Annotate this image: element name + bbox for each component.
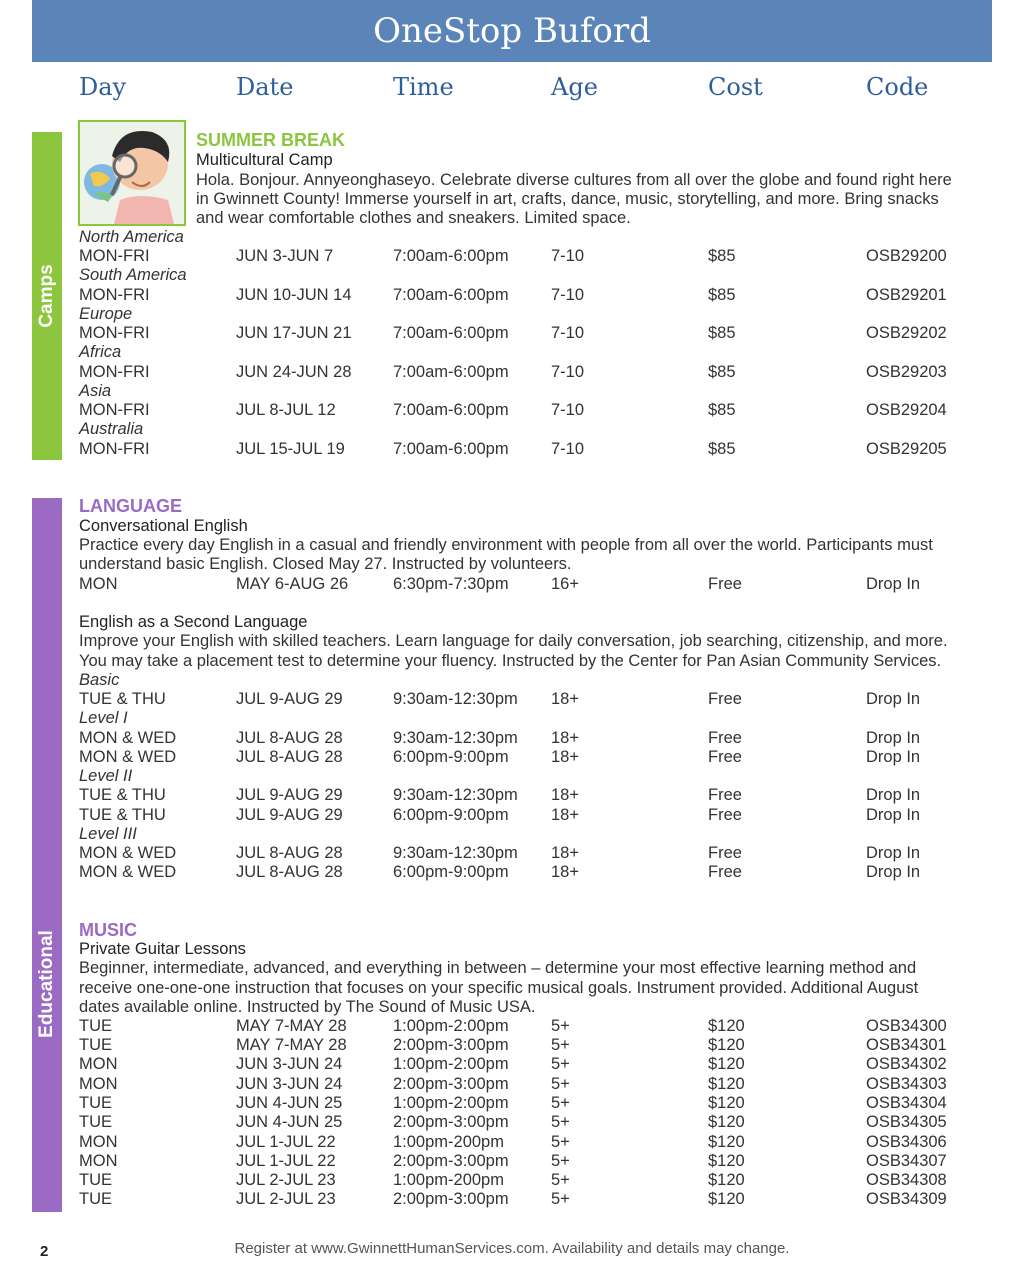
session-name: North America (79, 228, 184, 246)
conv-english-description (0, 555, 1024, 574)
session-subheading (0, 343, 1024, 362)
cell-code: Drop In (866, 729, 921, 747)
session-subheading (0, 305, 1024, 324)
cell-cost: Free (708, 690, 742, 708)
cell-cost: $120 (708, 1152, 745, 1170)
cell-date: JUL 2-JUL 23 (236, 1190, 336, 1208)
cell-time: 1:00pm-200pm (393, 1133, 504, 1151)
cell-time: 9:30am-12:30pm (393, 786, 518, 804)
table-row (0, 1133, 1024, 1152)
cell-date: JUL 8-AUG 28 (236, 748, 343, 766)
cell-date: JUL 8-JUL 12 (236, 401, 336, 419)
level-name: Level II (79, 767, 133, 785)
cell-day: TUE (79, 1036, 112, 1054)
table-row (0, 1190, 1024, 1209)
cell-date: JUL 9-AUG 29 (236, 806, 343, 824)
cell-age: 5+ (551, 1113, 570, 1131)
cell-code: Drop In (866, 844, 921, 862)
cell-day: MON-FRI (79, 363, 150, 381)
music-description (0, 959, 1024, 978)
header-time: Time (393, 73, 454, 101)
cell-date: MAY 7-MAY 28 (236, 1017, 347, 1035)
table-row (0, 1171, 1024, 1190)
cell-code: OSB34309 (866, 1190, 947, 1208)
cell-day: MON (79, 1055, 118, 1073)
cell-date: JUN 10-JUN 14 (236, 286, 352, 304)
table-row (0, 401, 1024, 420)
table-row (0, 1055, 1024, 1074)
cell-date: JUL 9-AUG 29 (236, 690, 343, 708)
cell-cost: $85 (708, 363, 736, 381)
cell-age: 5+ (551, 1094, 570, 1112)
educational-sidebar-label: Educational (36, 929, 57, 1038)
camps-sidebar-label: Camps (36, 264, 57, 328)
table-row (0, 748, 1024, 767)
cell-date: JUN 3-JUN 7 (236, 247, 334, 265)
music-heading: MUSIC (79, 920, 137, 940)
level-name: Basic (79, 671, 120, 689)
cell-age: 18+ (551, 863, 579, 881)
esl-description (0, 652, 1024, 671)
table-row (0, 690, 1024, 709)
cell-code: Drop In (866, 863, 921, 881)
cell-age: 5+ (551, 1075, 570, 1093)
cell-age: 18+ (551, 844, 579, 862)
cell-cost: $85 (708, 286, 736, 304)
cell-time: 2:00pm-3:00pm (393, 1036, 509, 1054)
cell-day: MON & WED (79, 863, 177, 881)
table-row (0, 806, 1024, 825)
cell-code: OSB29205 (866, 440, 947, 458)
table-row (0, 1036, 1024, 1055)
camps-description (0, 209, 1024, 228)
camps-desc-line: Hola. Bonjour. Annyeonghaseyo. Celebrate diverse cultures from all over the globe and found right here (196, 171, 952, 189)
level-name: Level III (79, 825, 137, 843)
cell-cost: $120 (708, 1036, 745, 1054)
cell-age: 5+ (551, 1171, 570, 1189)
table-row (0, 1094, 1024, 1113)
cell-cost: $85 (708, 440, 736, 458)
level-subheading (0, 825, 1024, 844)
cell-time: 7:00am-6:00pm (393, 247, 509, 265)
cell-age: 18+ (551, 690, 579, 708)
cell-cost: $85 (708, 247, 736, 265)
camps-description (0, 171, 1024, 190)
cell-time: 1:00pm-2:00pm (393, 1017, 509, 1035)
level-subheading (0, 767, 1024, 786)
music-desc-line: receive one-one-one instruction that focuses on your specific musical goals. Instrument provided. Additional August (79, 979, 919, 997)
cell-day: MON-FRI (79, 401, 150, 419)
cell-day: MON (79, 1133, 118, 1151)
table-row (0, 1017, 1024, 1036)
table-row (0, 1075, 1024, 1094)
cell-cost: $120 (708, 1190, 745, 1208)
camps-title-line (0, 151, 1024, 170)
table-row (0, 575, 1024, 594)
session-name: Europe (79, 305, 133, 323)
cell-time: 7:00am-6:00pm (393, 401, 509, 419)
cell-time: 2:00pm-3:00pm (393, 1190, 509, 1208)
cell-time: 1:00pm-2:00pm (393, 1055, 509, 1073)
cell-cost: $85 (708, 401, 736, 419)
esl-title-line (0, 613, 1024, 632)
footer-note: Register at www.GwinnettHumanServices.com. Availability and details may change. (234, 1240, 790, 1257)
esl-desc-line: You may take a placement test to determine your fluency. Instructed by the Center for Pan Asian Community Services. (79, 652, 942, 670)
cell-time: 9:30am-12:30pm (393, 729, 518, 747)
table-row (0, 1152, 1024, 1171)
cell-date: JUL 15-JUL 19 (236, 440, 345, 458)
cell-age: 7-10 (551, 440, 585, 458)
cell-day: MON & WED (79, 748, 177, 766)
header-date: Date (236, 73, 294, 101)
cell-cost: Free (708, 729, 742, 747)
table-row (0, 844, 1024, 863)
music-desc-line: dates available online. Instructed by The Sound of Music USA. (79, 998, 536, 1016)
header-cost: Cost (708, 73, 763, 101)
session-subheading (0, 420, 1024, 439)
cell-age: 5+ (551, 1133, 570, 1151)
cell-time: 7:00am-6:00pm (393, 363, 509, 381)
music-desc-line: Beginner, intermediate, advanced, and everything in between – determine your most effective learning method and (79, 959, 917, 977)
cell-time: 7:00am-6:00pm (393, 286, 509, 304)
cell-time: 6:00pm-9:00pm (393, 748, 509, 766)
table-row (0, 324, 1024, 343)
cell-cost: $120 (708, 1113, 745, 1131)
cell-cost: $120 (708, 1171, 745, 1189)
cell-date: MAY 7-MAY 28 (236, 1036, 347, 1054)
session-subheading (0, 266, 1024, 285)
cell-code: Drop In (866, 690, 921, 708)
cell-age: 7-10 (551, 401, 585, 419)
cell-day: MON (79, 1152, 118, 1170)
table-row (0, 863, 1024, 882)
session-name: Asia (79, 382, 112, 400)
cell-code: OSB34300 (866, 1017, 947, 1035)
cell-day: MON & WED (79, 729, 177, 747)
cell-day: TUE & THU (79, 806, 166, 824)
cell-age: 5+ (551, 1036, 570, 1054)
cell-code: OSB34307 (866, 1152, 947, 1170)
music-title: Private Guitar Lessons (79, 940, 246, 958)
cell-cost: Free (708, 786, 742, 804)
conv-english-desc-line: understand basic English. Closed May 27. Instructed by volunteers. (79, 555, 572, 573)
cell-date: JUL 1-JUL 22 (236, 1133, 336, 1151)
camps-description (0, 190, 1024, 209)
language-heading-line (0, 497, 1024, 516)
cell-date: JUL 8-AUG 28 (236, 729, 343, 747)
cell-date: JUN 24-JUN 28 (236, 363, 352, 381)
header-code: Code (866, 73, 929, 101)
cell-cost: $120 (708, 1133, 745, 1151)
cell-code: OSB29203 (866, 363, 947, 381)
cell-date: JUL 8-AUG 28 (236, 863, 343, 881)
camps-desc-line: in Gwinnett County! Immerse yourself in art, crafts, dance, music, storytelling, and more. Bring snacks (196, 190, 939, 208)
esl-description (0, 632, 1024, 651)
cell-time: 9:30am-12:30pm (393, 690, 518, 708)
session-subheading (0, 228, 1024, 247)
cell-time: 6:00pm-9:00pm (393, 806, 509, 824)
cell-age: 7-10 (551, 286, 585, 304)
cell-time: 7:00am-6:00pm (393, 440, 509, 458)
conv-english-title: Conversational English (79, 517, 248, 535)
table-row (0, 1113, 1024, 1132)
page-number: 2 (40, 1243, 49, 1260)
camps-desc-line: and wear comfortable clothes and sneakers. Limited space. (196, 209, 631, 227)
cell-age: 5+ (551, 1055, 570, 1073)
cell-code: Drop In (866, 748, 921, 766)
cell-code: OSB34301 (866, 1036, 947, 1054)
music-description (0, 979, 1024, 998)
table-row (0, 440, 1024, 459)
level-subheading (0, 709, 1024, 728)
conv-english-description (0, 536, 1024, 555)
cell-code: OSB29202 (866, 324, 947, 342)
cell-code: OSB29204 (866, 401, 947, 419)
cell-day: TUE (79, 1017, 112, 1035)
cell-cost: Free (708, 844, 742, 862)
table-row (0, 786, 1024, 805)
table-row (0, 729, 1024, 748)
cell-date: JUN 3-JUN 24 (236, 1055, 343, 1073)
cell-code: Drop In (866, 806, 921, 824)
cell-day: MON-FRI (79, 440, 150, 458)
cell-date: JUL 1-JUL 22 (236, 1152, 336, 1170)
cell-code: OSB29201 (866, 286, 947, 304)
cell-age: 5+ (551, 1190, 570, 1208)
music-title-line (0, 940, 1024, 959)
cell-cost: Free (708, 575, 742, 593)
header-day: Day (79, 73, 127, 101)
cell-age: 16+ (551, 575, 579, 593)
cell-time: 6:30pm-7:30pm (393, 575, 509, 593)
session-name: Africa (79, 343, 122, 361)
level-name: Level I (79, 709, 128, 727)
cell-age: 5+ (551, 1017, 570, 1035)
table-row (0, 363, 1024, 382)
conv-english-title-line (0, 517, 1024, 536)
header-age: Age (551, 73, 598, 101)
cell-age: 18+ (551, 729, 579, 747)
cell-code: Drop In (866, 575, 921, 593)
cell-time: 6:00pm-9:00pm (393, 863, 509, 881)
cell-code: OSB34302 (866, 1055, 947, 1073)
level-subheading (0, 671, 1024, 690)
cell-cost: $120 (708, 1017, 745, 1035)
camps-heading-line (0, 131, 1024, 150)
cell-code: OSB34303 (866, 1075, 947, 1093)
music-description (0, 998, 1024, 1017)
cell-date: JUN 3-JUN 24 (236, 1075, 343, 1093)
cell-date: JUL 2-JUL 23 (236, 1171, 336, 1189)
cell-day: TUE (79, 1190, 112, 1208)
session-name: South America (79, 266, 187, 284)
cell-age: 7-10 (551, 247, 585, 265)
language-heading: LANGUAGE (79, 496, 182, 516)
page-banner: OneStop Buford (32, 0, 992, 62)
cell-cost: Free (708, 863, 742, 881)
cell-day: MON & WED (79, 844, 177, 862)
camps-heading: SUMMER BREAK (196, 130, 346, 150)
cell-code: OSB34308 (866, 1171, 947, 1189)
cell-age: 18+ (551, 748, 579, 766)
cell-day: TUE & THU (79, 690, 166, 708)
cell-code: Drop In (866, 786, 921, 804)
cell-cost: $85 (708, 324, 736, 342)
esl-desc-line: Improve your English with skilled teachers. Learn language for daily conversation, job searching, citizenship, and more. (79, 632, 948, 650)
cell-code: OSB29200 (866, 247, 947, 265)
cell-day: TUE & THU (79, 786, 166, 804)
cell-age: 18+ (551, 806, 579, 824)
cell-time: 2:00pm-3:00pm (393, 1113, 509, 1131)
cell-day: MON (79, 1075, 118, 1093)
cell-cost: Free (708, 748, 742, 766)
camps-title: Multicultural Camp (196, 151, 333, 169)
cell-age: 5+ (551, 1152, 570, 1170)
cell-day: MON (79, 575, 118, 593)
table-row (0, 247, 1024, 266)
cell-day: TUE (79, 1171, 112, 1189)
cell-date: JUL 9-AUG 29 (236, 786, 343, 804)
cell-time: 2:00pm-3:00pm (393, 1152, 509, 1170)
cell-age: 18+ (551, 786, 579, 804)
session-name: Australia (79, 420, 144, 438)
cell-time: 9:30am-12:30pm (393, 844, 518, 862)
cell-age: 7-10 (551, 324, 585, 342)
session-subheading (0, 382, 1024, 401)
cell-time: 7:00am-6:00pm (393, 324, 509, 342)
cell-time: 1:00pm-2:00pm (393, 1094, 509, 1112)
cell-day: MON-FRI (79, 324, 150, 342)
table-row (0, 286, 1024, 305)
cell-code: OSB34305 (866, 1113, 947, 1131)
cell-cost: $120 (708, 1055, 745, 1073)
cell-time: 2:00pm-3:00pm (393, 1075, 509, 1093)
cell-date: JUN 4-JUN 25 (236, 1113, 343, 1131)
cell-cost: Free (708, 806, 742, 824)
cell-date: JUN 4-JUN 25 (236, 1094, 343, 1112)
cell-time: 1:00pm-200pm (393, 1171, 504, 1189)
cell-day: MON-FRI (79, 247, 150, 265)
esl-title: English as a Second Language (79, 613, 308, 631)
cell-day: TUE (79, 1113, 112, 1131)
cell-day: MON-FRI (79, 286, 150, 304)
cell-date: MAY 6-AUG 26 (236, 575, 349, 593)
cell-code: OSB34306 (866, 1133, 947, 1151)
cell-date: JUN 17-JUN 21 (236, 324, 352, 342)
music-heading-line (0, 921, 1024, 940)
conv-english-desc-line: Practice every day English in a casual and friendly environment with people from all over the world. Participants must (79, 536, 933, 554)
cell-age: 7-10 (551, 363, 585, 381)
cell-day: TUE (79, 1094, 112, 1112)
cell-cost: $120 (708, 1094, 745, 1112)
column-headers (0, 73, 1024, 107)
cell-date: JUL 8-AUG 28 (236, 844, 343, 862)
cell-cost: $120 (708, 1075, 745, 1093)
cell-code: OSB34304 (866, 1094, 947, 1112)
